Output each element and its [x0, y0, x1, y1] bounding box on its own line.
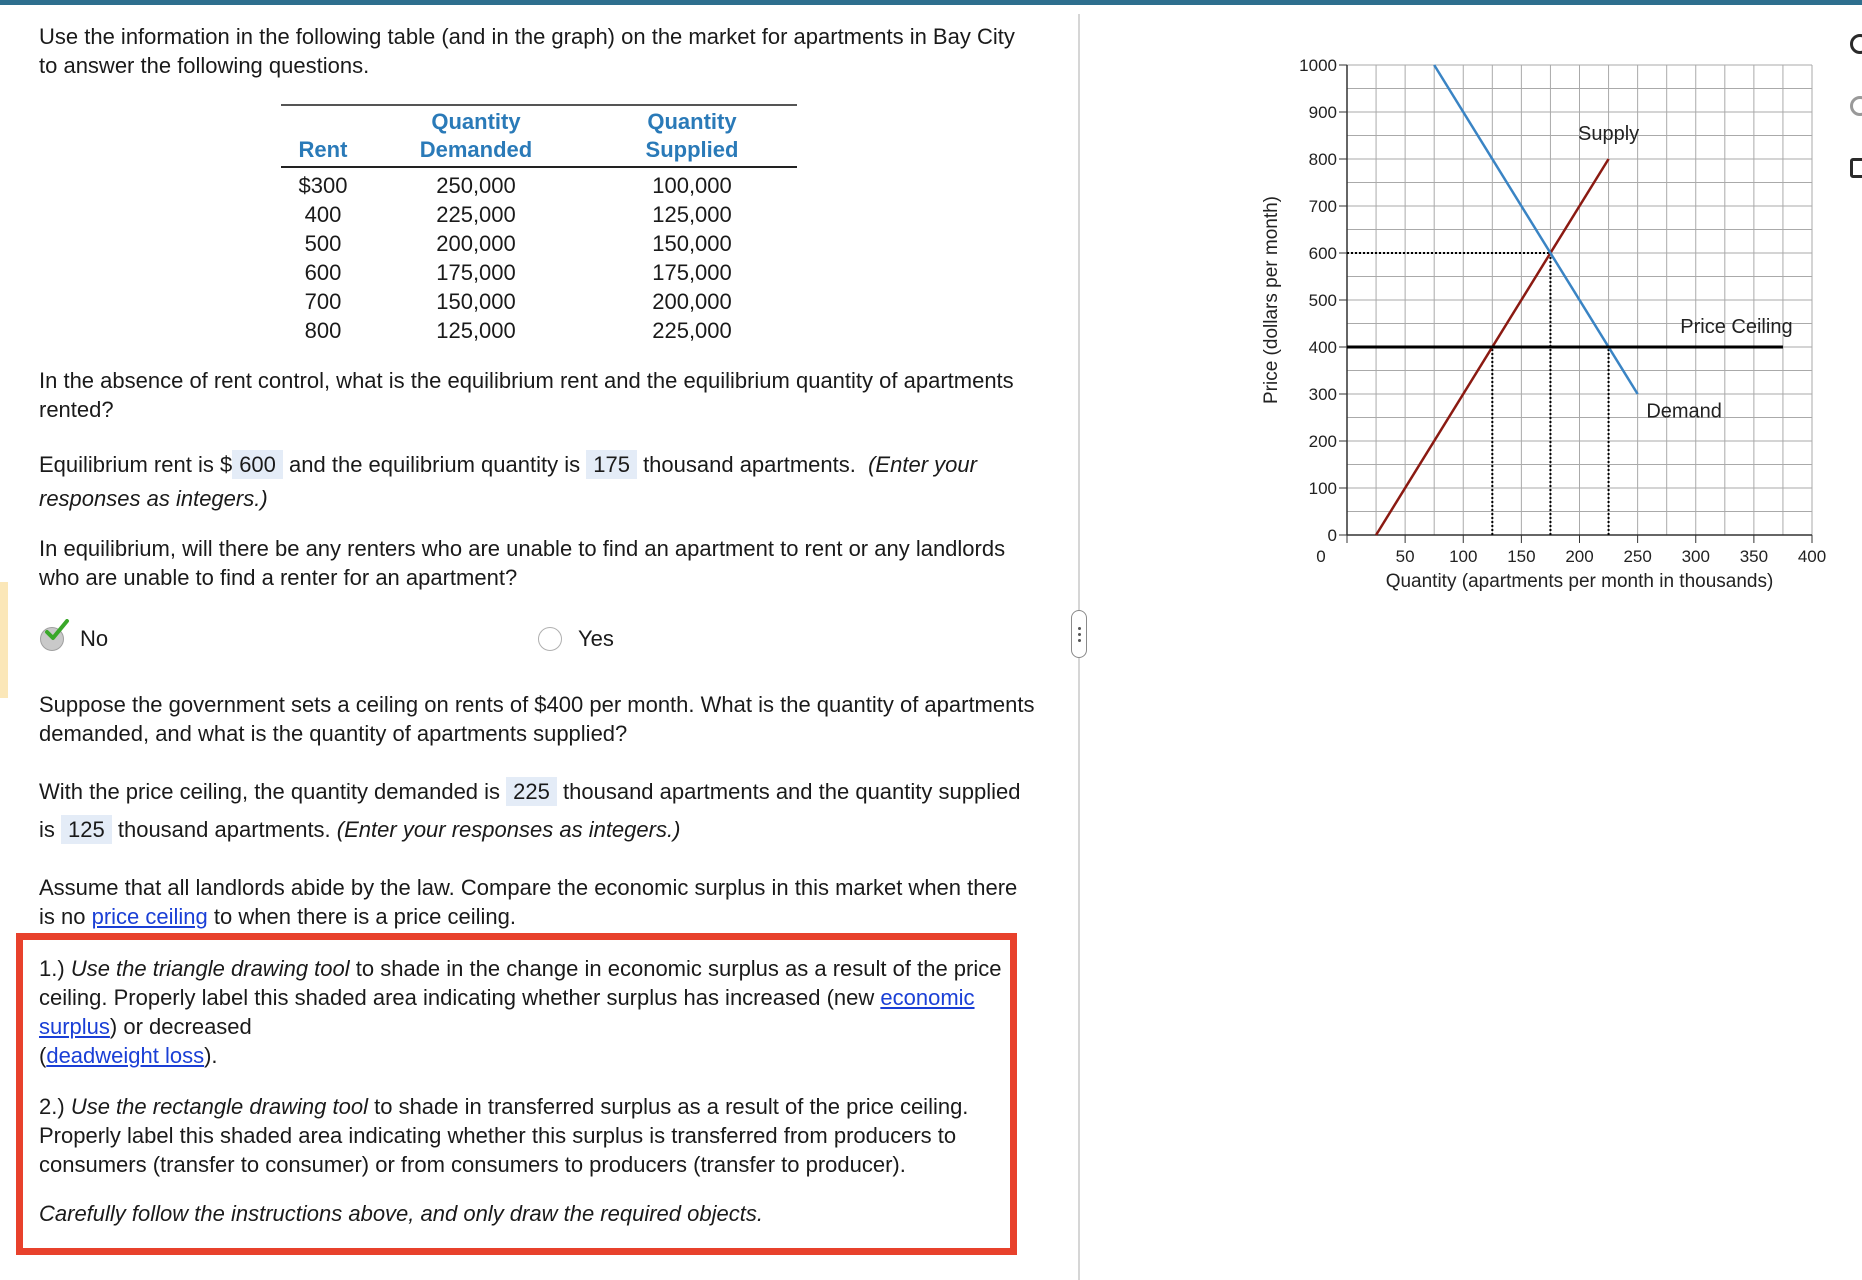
x-tick-label: 50 [1395, 547, 1415, 566]
instruction-2-text: to shade in transferred surplus as a result of the price ceiling. Properly label this shaded area indicating whether this surplus is transferred from producers to consumers (transfer to consumer) or from consumers to producers (transfer to producer). [39, 1094, 969, 1177]
x-tick-label: 200 [1565, 547, 1594, 566]
table-header-0: Rent [281, 105, 365, 167]
tool-icon-1[interactable] [1850, 34, 1862, 54]
q1-part2: and the equilibrium quantity is [289, 452, 581, 477]
table-cell: 200,000 [436, 231, 516, 256]
table-cell: 225,000 [652, 318, 732, 343]
instruction-1-text: to shade in the change in economic surplus as a result of the price ceiling. Properly label this shaded area indicating whether surplus has increased (new [39, 956, 1002, 1010]
q4-part2: to when there is a price ceiling. [213, 904, 516, 929]
table-cell: 400 [304, 202, 342, 227]
q3-part2: thousand apartments and the quantity supplied is [39, 779, 1021, 842]
x-tick-label: 300 [1681, 547, 1710, 566]
y-tick-label: 900 [1308, 103, 1337, 122]
y-tick-label: 800 [1308, 150, 1337, 169]
label-supply: Supply [1577, 123, 1640, 146]
table-cell: 225,000 [436, 202, 516, 227]
table-row [281, 229, 797, 258]
table-header-row [281, 105, 797, 167]
instruction-1-tool: Use the triangle drawing tool [70, 956, 350, 981]
q1-note: (Enter your responses as integers.) [39, 452, 977, 511]
table-cell: 125,000 [436, 318, 516, 343]
table-cell: 600 [304, 260, 342, 285]
x-tick-label: 0 [1316, 547, 1326, 566]
instruction-1: 1.) Use the triangle drawing tool to shade in the change in economic surplus as a result of the price ceiling. Properly label this shaded area indicating whether surplus has increased (new economic surplus) or decreased (deadweight loss). [39, 956, 1002, 1068]
table-cell: 700 [304, 289, 342, 314]
tool-icon-3[interactable] [1850, 158, 1862, 178]
x-tick-label: 400 [1797, 547, 1827, 566]
radio-yes[interactable] [538, 627, 562, 651]
table-header-2: Quantity Supplied [587, 105, 797, 167]
option-no[interactable] [40, 626, 108, 652]
instructions-footer [39, 1199, 1039, 1228]
q4-part1: Assume that all landlords abide by the law. Compare the economic surplus in this market when there is no [39, 875, 1018, 929]
supply-demand-graph[interactable] [1255, 55, 1845, 615]
table-cell: 200,000 [652, 289, 732, 314]
equilibrium-quantity-field[interactable]: 175 [586, 450, 637, 479]
option-no-label: No [80, 626, 109, 651]
table-row [281, 258, 797, 287]
quantity-supplied-field[interactable]: 125 [61, 815, 112, 844]
top-bar [0, 0, 1862, 5]
checkmark-icon [43, 619, 71, 643]
label-price-ceiling: Price Ceiling [1680, 315, 1793, 338]
y-tick-label: 200 [1308, 432, 1337, 451]
radio-no[interactable] [40, 627, 64, 651]
label-demand: Demand [1646, 400, 1722, 423]
y-tick-label: 600 [1308, 244, 1337, 263]
instruction-2-number: 2.) [39, 1094, 65, 1119]
q3-question: Suppose the government sets a ceiling on rents of $400 per month. What is the quantity of apartments demanded, and what is the quantity of apartments supplied? [39, 692, 1035, 746]
q1-part3: thousand apartments. [643, 452, 856, 477]
q1-answer-line [39, 448, 1039, 516]
table-row [281, 287, 797, 316]
table-cell: 175,000 [436, 260, 516, 285]
instruction-1-number: 1.) [39, 956, 65, 981]
table-cell: 150,000 [652, 231, 732, 256]
table-cell: 150,000 [436, 289, 516, 314]
y-tick-label: 0 [1327, 526, 1337, 545]
q3-note: (Enter your responses as integers.) [336, 817, 681, 842]
table-cell: 175,000 [652, 260, 732, 285]
x-tick-label: 150 [1507, 547, 1536, 566]
option-yes[interactable] [538, 626, 614, 652]
pane-resize-handle[interactable] [1071, 610, 1087, 658]
table-row [281, 316, 797, 345]
tool-icon-2[interactable] [1850, 96, 1862, 116]
instructions-footer-text: Carefully follow the instructions above, and only draw the required objects. [39, 1201, 763, 1226]
q2-question: In equilibrium, will there be any renters who are unable to find an apartment to rent or any landlords who are unable to find a renter for an apartment? [39, 536, 1006, 590]
table-row [281, 200, 797, 229]
y-tick-label: 100 [1308, 479, 1337, 498]
y-tick-label: 1000 [1299, 56, 1337, 75]
q4-text [39, 873, 1039, 931]
table-cell: 100,000 [652, 173, 732, 198]
y-axis-label: Price (dollars per month) [1261, 195, 1282, 405]
question-indicator [0, 582, 8, 698]
x-tick-label: 250 [1623, 547, 1652, 566]
table-cell: 500 [304, 231, 342, 256]
y-tick-label: 500 [1308, 291, 1337, 310]
deadweight-loss-link[interactable]: deadweight loss [46, 1043, 205, 1068]
x-tick-label: 350 [1739, 547, 1769, 566]
q3-part1: With the price ceiling, the quantity demanded is [39, 779, 501, 804]
option-yes-label: Yes [578, 626, 614, 651]
table-cell: 800 [304, 318, 342, 343]
intro-text: Use the information in the following table (and in the graph) on the market for apartments in Bay City to answer the following questions. [39, 24, 1015, 78]
y-tick-label: 400 [1308, 338, 1337, 357]
y-tick-label: 300 [1308, 385, 1337, 404]
market-table [281, 104, 797, 345]
instruction-2-tool: Use the rectangle drawing tool [70, 1094, 368, 1119]
instruction-2 [39, 1092, 1014, 1179]
q3-part3: thousand apartments. [117, 817, 331, 842]
table-cell: $300 [298, 173, 348, 198]
table-cell: 125,000 [652, 202, 732, 227]
table-header-1: Quantity Demanded [365, 105, 587, 167]
q3-answer-line [39, 773, 1039, 849]
table-row [281, 167, 797, 200]
q1-question: In the absence of rent control, what is the equilibrium rent and the equilibrium quantity of apartments rented? [39, 368, 1014, 422]
economic-surplus-link[interactable]: economic surplus [39, 985, 975, 1039]
instruction-1-mid: ) or decreased [109, 1014, 252, 1039]
x-axis-label: Quantity (apartments per month in thousands) [1385, 571, 1774, 592]
equilibrium-rent-field[interactable]: 600 [232, 450, 283, 479]
price-ceiling-link[interactable]: price ceiling [91, 904, 208, 929]
table-cell: 250,000 [436, 173, 516, 198]
x-tick-label: 100 [1449, 547, 1478, 566]
quantity-demanded-field[interactable]: 225 [506, 777, 557, 806]
y-tick-label: 700 [1308, 197, 1337, 216]
q1-part1: Equilibrium rent is $ [39, 452, 233, 477]
